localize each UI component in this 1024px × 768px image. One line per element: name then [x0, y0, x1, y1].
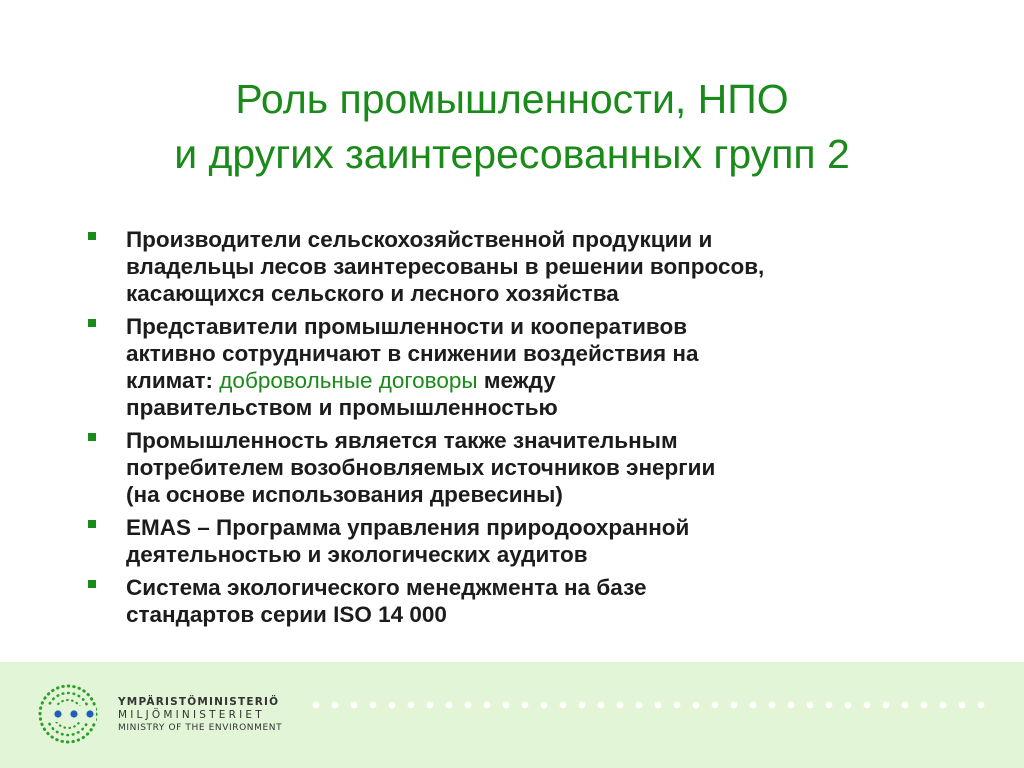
- decorative-dot: [503, 702, 510, 709]
- bullet-text-line: [126, 367, 968, 394]
- square-bullet-icon: [88, 433, 96, 441]
- bullet-text-segment: климат:: [126, 368, 220, 393]
- decorative-dot: [636, 702, 643, 709]
- decorative-dot: [446, 702, 453, 709]
- bullet-text-line: владельцы лесов заинтересованы в решении вопросов,: [126, 254, 765, 279]
- logo-text-swedish: MILJÖMINISTERIET: [118, 709, 265, 721]
- bullet-item-emas: [88, 514, 968, 568]
- decorative-dot: [940, 702, 947, 709]
- bullet-item-renewable-energy: [88, 427, 968, 508]
- bullet-text-line: касающихся сельского и лесного хозяйства: [126, 281, 619, 306]
- square-bullet-icon: [88, 580, 96, 588]
- bullet-list: [88, 226, 968, 634]
- bullet-item-iso-14000: [88, 574, 968, 628]
- decorative-dot: [788, 702, 795, 709]
- bullet-text-line: активно сотрудничают в снижении воздействия на: [126, 341, 699, 366]
- decorative-dot: [427, 702, 434, 709]
- decorative-dot: [845, 702, 852, 709]
- footer-band: [0, 662, 1024, 768]
- voluntary-agreements-highlight: добровольные договоры: [219, 368, 478, 393]
- bullet-text-line: (на основе использования древесины): [126, 482, 563, 507]
- decorative-dot: [313, 702, 320, 709]
- decorative-dot: [541, 702, 548, 709]
- bullet-item-industry-representatives: [88, 313, 968, 421]
- decorative-dot-row: [310, 699, 1010, 711]
- decorative-dot: [883, 702, 890, 709]
- bullet-text-line: потребителем возобновляемых источников энергии: [126, 455, 716, 480]
- bullet-text-line: Система экологического менеджмента на базе: [126, 575, 647, 600]
- bullet-text-segment: между: [477, 368, 556, 393]
- decorative-dot: [408, 702, 415, 709]
- decorative-dot: [807, 702, 814, 709]
- decorative-dot: [522, 702, 529, 709]
- decorative-dot: [693, 702, 700, 709]
- decorative-dot: [674, 702, 681, 709]
- slide-title: [0, 72, 1024, 182]
- square-bullet-icon: [88, 232, 96, 240]
- decorative-dot: [959, 702, 966, 709]
- bullet-text-line: деятельностью и экологических аудитов: [126, 542, 588, 567]
- decorative-dot: [598, 702, 605, 709]
- decorative-dot: [655, 702, 662, 709]
- decorative-dot: [332, 702, 339, 709]
- bullet-text-line: стандартов серии ISO 14 000: [126, 602, 447, 627]
- decorative-dot: [465, 702, 472, 709]
- decorative-dot: [560, 702, 567, 709]
- decorative-dot: [484, 702, 491, 709]
- slide-title-line-2: и других заинтересованных групп 2: [174, 131, 850, 177]
- ministry-logo-text: [118, 696, 282, 735]
- decorative-dot: [750, 702, 757, 709]
- decorative-dot: [712, 702, 719, 709]
- decorative-dot: [731, 702, 738, 709]
- square-bullet-icon: [88, 520, 96, 528]
- logo-text-finnish: YMPÄRISTÖMINISTERIÖ: [118, 696, 280, 708]
- decorative-dot: [370, 702, 377, 709]
- decorative-dot: [579, 702, 586, 709]
- bullet-text-line: Представители промышленности и кооперативов: [126, 314, 688, 339]
- bullet-text-line: Производители сельскохозяйственной продукции и: [126, 227, 713, 252]
- decorative-dot: [978, 702, 985, 709]
- bullet-text-line: EMAS – Программа управления природоохранной: [126, 515, 690, 540]
- decorative-dot: [769, 702, 776, 709]
- decorative-dot: [351, 702, 358, 709]
- bullet-item-producers: [88, 226, 968, 307]
- decorative-dot: [921, 702, 928, 709]
- decorative-dot: [389, 702, 396, 709]
- bullet-text-line: правительством и промышленностью: [126, 395, 558, 420]
- decorative-dot: [864, 702, 871, 709]
- decorative-dot: [826, 702, 833, 709]
- logo-text-english: MINISTRY OF THE ENVIRONMENT: [118, 723, 283, 733]
- square-bullet-icon: [88, 319, 96, 327]
- decorative-dot: [902, 702, 909, 709]
- ministry-of-environment-logo-icon: [34, 682, 108, 746]
- decorative-dot: [617, 702, 624, 709]
- slide-title-line-1: Роль промышленности, НПО: [235, 76, 789, 122]
- bullet-text-line: Промышленность является также значительным: [126, 428, 678, 453]
